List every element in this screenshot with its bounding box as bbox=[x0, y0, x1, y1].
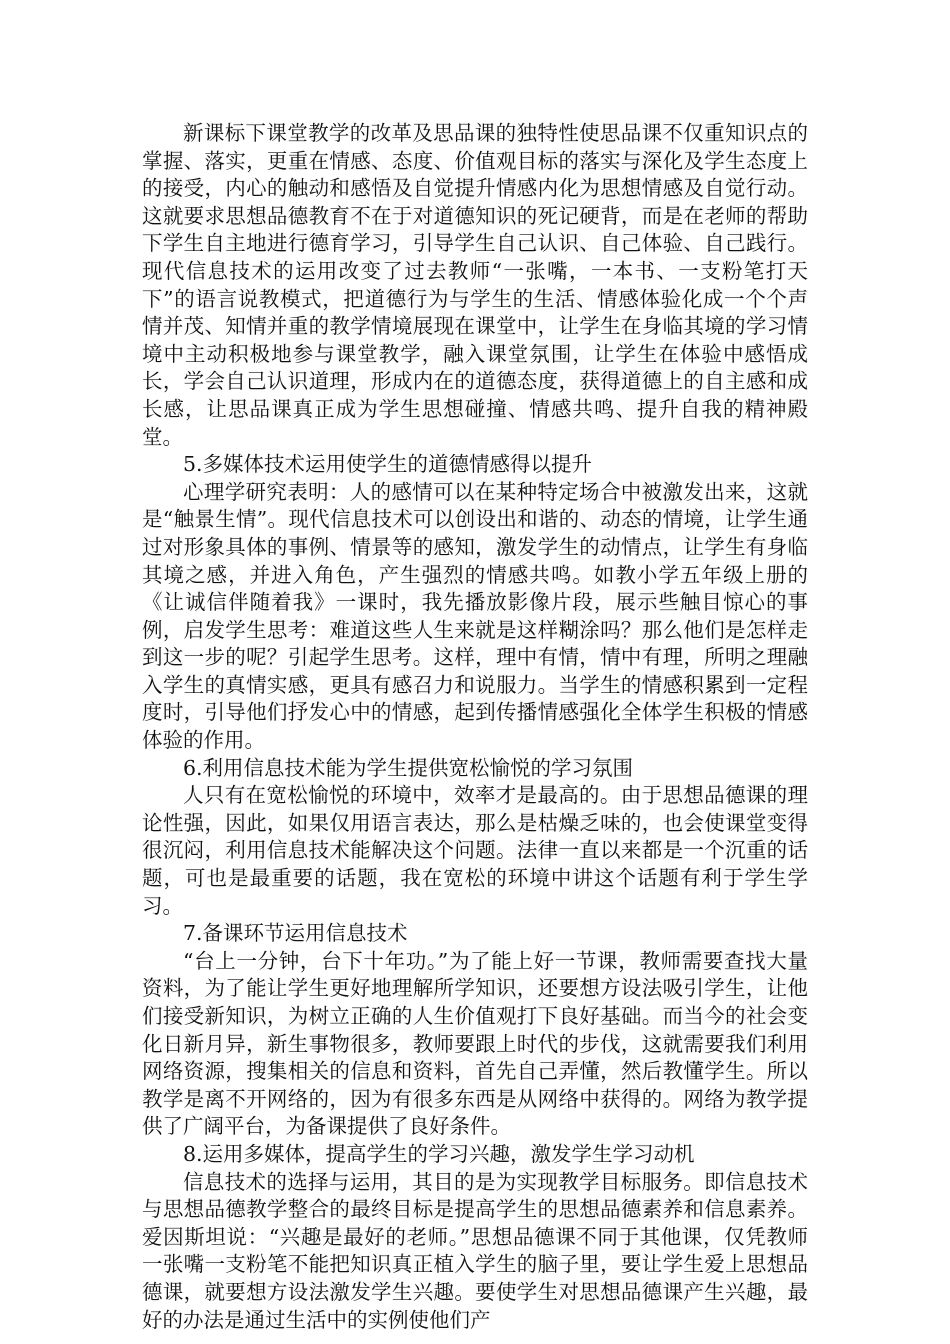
section-heading-5: 5.多媒体技术运用使学生的道德情感得以提升 bbox=[183, 452, 593, 477]
paragraph-section-8: 信息技术的选择与运用，其目的是为实现教学目标服务。即信息技术与思想品德教学整合的最终目标是提高学生的思想品德素养和信息素养。爱因斯坦说：“兴趣是最好的老师。”思想品德课不同于其他课，仅凭教师一张嘴一支粉笔不能把知识真正植入学生的脑子里，要让学生爱上思想品德课，就要想方设法激发学生兴趣。要使学生对思想品德课产生兴趣，最好的办法是通过生活中的实例使他们产 bbox=[142, 1169, 808, 1332]
section-heading-6: 6.利用信息技术能为学生提供宽松愉悦的学习氛围 bbox=[183, 755, 634, 780]
document-body bbox=[142, 120, 808, 1334]
paragraph-intro: 新课标下课堂教学的改革及思品课的独特性使思品课不仅重知识点的掌握、落实，更重在情感、态度、价值观目标的落实与深化及学生态度上的接受，内心的触动和感悟及自觉提升情感内化为思想情感及自觉行动。这就要求思想品德教育不在于对道德知识的死记硬背，而是在老师的帮助下学生自主地进行德育学习，引导学生自己认识、自己体验、自己践行。现代信息技术的运用改变了过去教师“一张嘴，一本书、一支粉笔打天下”的语言说教模式，把道德行为与学生的生活、情感体验化成一个个声情并茂、知情并重的教学情境展现在课堂中，让学生在身临其境的学习情境中主动积极地参与课堂教学，融入课堂氛围，让学生在体验中感悟成长，学会自己认识道理，形成内在的道德态度，获得道德上的自主感和成长感，让思品课真正成为学生思想碰撞、情感共鸣、提升自我的精神殿堂。 bbox=[142, 121, 808, 449]
paragraph-section-7: “台上一分钟，台下十年功。”为了能上好一节课，教师需要查找大量资料，为了能让学生更好地理解所学知识，还要想方设法吸引学生，让他们接受新知识，为树立正确的人生价值观打下良好基础。而当今的社会变化日新月异，新生事物很多，教师要跟上时代的步伐，这就需要我们利用网络资源，搜集相关的信息和资料，首先自己弄懂，然后教懂学生。所以教学是离不开网络的，因为有很多东西是从网络中获得的。网络为教学提供了广阔平台，为备课提供了良好条件。 bbox=[142, 948, 808, 1139]
paragraph-section-5: 心理学研究表明：人的感情可以在某种特定场合中被激发出来，这就是“触景生情”。现代信息技术可以创设出和谐的、动态的情境，让学生通过对形象具体的事例、情景等的感知，激发学生的动情点，让学生有身临其境之感，并进入角色，产生强烈的情感共鸣。如教小学五年级上册的《让诚信伴随着我》一课时，我先播放影像片段，展示些触目惊心的事例，启发学生思考：难道这些人生来就是这样糊涂吗？那么他们是怎样走到这一步的呢？引起学生思考。这样，理中有情，情中有理，所明之理融入学生的真情实感，更具有感召力和说服力。当学生的情感积累到一定程度时，引导他们抒发心中的情感，起到传播情感强化全体学生积极的情感体验的作用。 bbox=[142, 479, 808, 753]
paragraph-section-6: 人只有在宽松愉悦的环境中，效率才是最高的。由于思想品德课的理论性强，因此，如果仅用语言表达，那么是枯燥乏味的，也会使课堂变得很沉闷，利用信息技术能解决这个问题。法律一直以来都是一个沉重的话题，可也是最重要的话题，我在宽松的环境中讲这个话题有利于学生学习。 bbox=[142, 783, 808, 918]
section-heading-7: 7.备课环节运用信息技术 bbox=[183, 921, 408, 946]
section-heading-8: 8.运用多媒体，提高学生的学习兴趣，激发学生学习动机 bbox=[183, 1141, 695, 1166]
